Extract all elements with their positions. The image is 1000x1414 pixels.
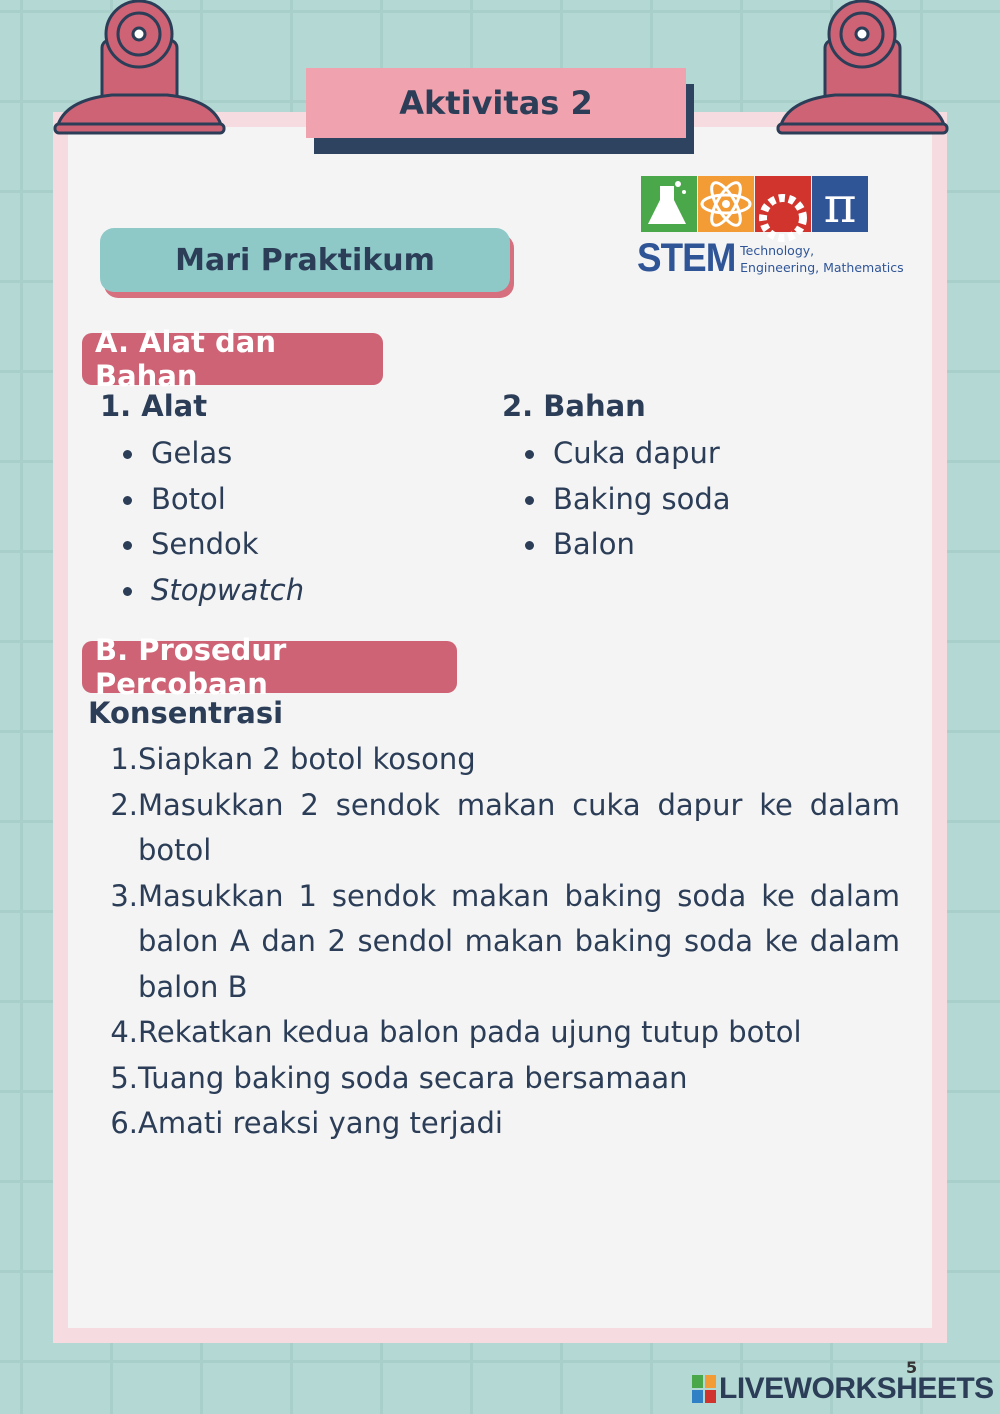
procedure-steps <box>104 737 900 1147</box>
stem-logo-tagline <box>740 242 904 276</box>
step-item <box>104 737 900 783</box>
bahan-list <box>525 431 731 568</box>
liveworksheets-wordmark: LIVEWORKSHEETS <box>719 1372 994 1405</box>
step-number: 1. <box>110 742 138 776</box>
list-item: Stopwatch <box>123 568 304 614</box>
page-number: 5 <box>906 1358 918 1377</box>
clip-icon <box>52 0 227 136</box>
page-title: Aktivitas 2 <box>306 68 686 138</box>
step-item <box>104 1101 900 1147</box>
step-item <box>104 783 900 874</box>
stem-tagline-line2: Engineering, Mathematics <box>740 259 904 275</box>
stem-tagline-line1: Technology, <box>740 242 815 258</box>
list-item: Botol <box>123 477 304 523</box>
step-number: 3. <box>110 878 138 913</box>
bahan-heading: 2. Bahan <box>502 389 646 423</box>
list-item: Gelas <box>123 431 304 477</box>
step-text: Siapkan 2 botol kosong <box>138 742 476 776</box>
alat-heading: 1. Alat <box>100 389 208 423</box>
step-text: Tuang baking soda secara bersamaan <box>138 1060 688 1095</box>
list-item: Sendok <box>123 522 304 568</box>
list-item: Baking soda <box>525 477 731 523</box>
step-text: Masukkan 1 sendok makan baking soda ke dalam balon A dan 2 sendol makan baking soda ke dalam balon B <box>138 878 900 1004</box>
svg-text:π: π <box>823 176 857 234</box>
step-number: 2. <box>110 787 138 822</box>
step-item <box>104 1010 900 1056</box>
step-text: Masukkan 2 sendok makan cuka dapur ke dalam botol <box>138 787 900 867</box>
list-item: Balon <box>525 522 731 568</box>
step-item <box>104 1056 900 1102</box>
alat-list <box>123 431 304 613</box>
list-item: Cuka dapur <box>525 431 731 477</box>
stem-logo-word: STEM <box>637 236 736 280</box>
liveworksheets-logo[interactable] <box>692 1372 994 1406</box>
clip-icon <box>775 0 950 136</box>
step-item <box>104 874 900 1011</box>
step-text: Amati reaksi yang terjadi <box>138 1106 503 1140</box>
step-number: 4. <box>110 1015 138 1049</box>
section-b-label: B. Prosedur Percobaan <box>82 641 457 693</box>
liveworksheets-icon <box>692 1375 716 1403</box>
step-text: Rekatkan kedua balon pada ujung tutup botol <box>138 1015 802 1049</box>
step-number: 6. <box>110 1106 138 1140</box>
section-a-label: A. Alat dan Bahan <box>82 333 383 385</box>
konsentrasi-heading: Konsentrasi <box>88 696 284 730</box>
activity-badge: Mari Praktikum <box>100 228 510 292</box>
stem-logo-text <box>637 236 904 281</box>
step-number: 5. <box>110 1060 138 1095</box>
